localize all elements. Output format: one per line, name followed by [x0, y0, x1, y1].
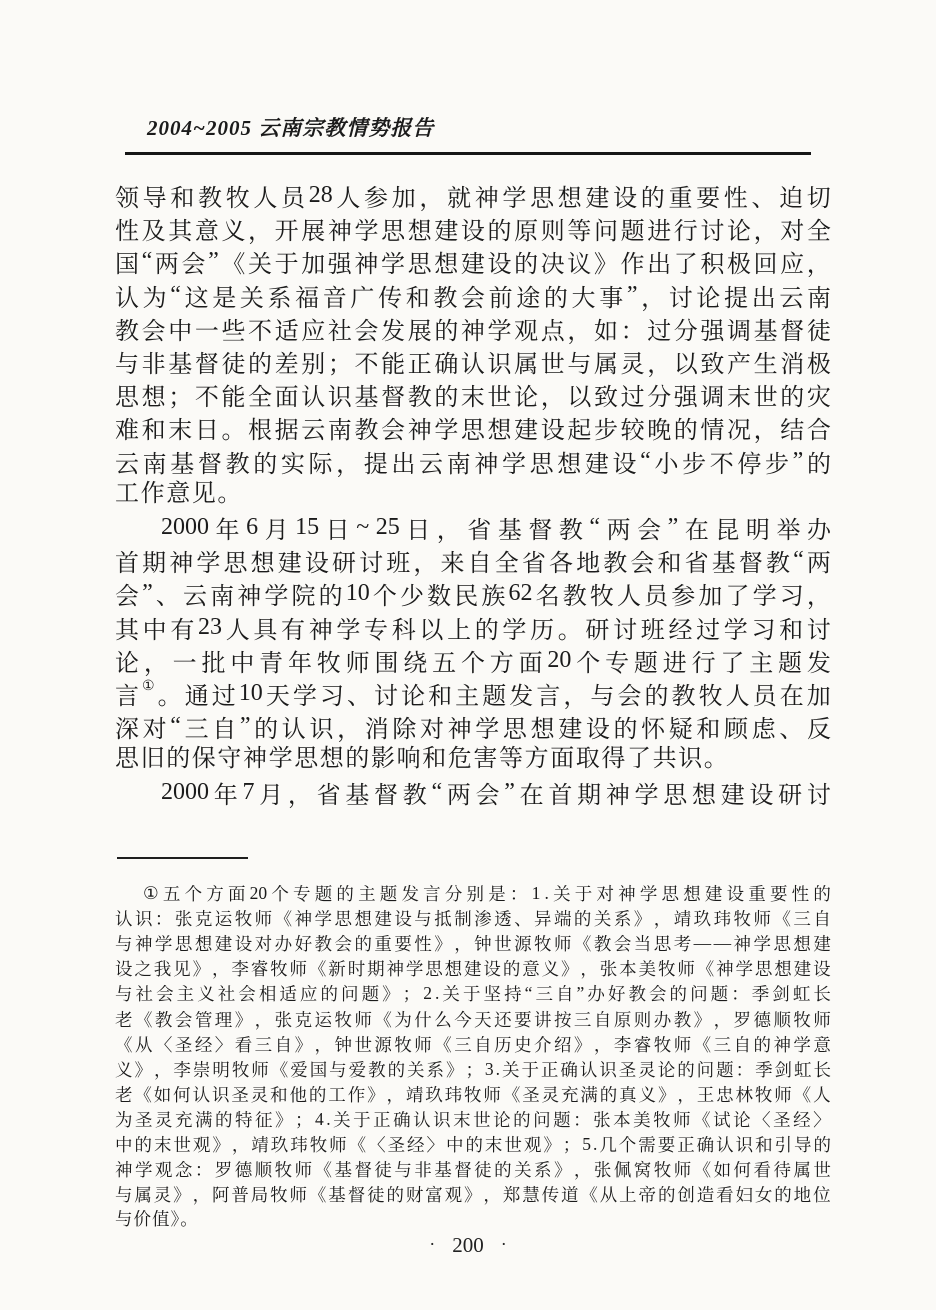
footnote-separator-rule [117, 857, 248, 859]
text-line: 领 导 和 教 牧 人 员 28 人 参 加 ， 就 神 学 思 想 建 设 的 重 要 性 、 迫 切 [115, 182, 831, 213]
footer-left-dot: · [429, 1234, 436, 1254]
footnote-line: 与价值》。 [115, 1209, 199, 1230]
footnote-line: 《 从 〈 圣 经 〉 看 三 自 》 ， 钟 世 源 牧 师 《 三 自 历 史 介 绍 》 ， 李 睿 牧 师 《 三 自 的 神 学 意 [115, 1034, 831, 1055]
footnote-line: 神 学 观 念 ： 罗 德 顺 牧 师 《 基 督 徒 与 非 基 督 徒 的 关 系 》 ， 张 佩 窝 牧 师 《 如 何 看 待 属 世 [115, 1160, 831, 1181]
footnote-line: 中 的 末 世 观 》 ， 靖 玖 玮 牧 师 《 〈 圣 经 〉 中 的 末 世 观 》 ； 5 . 几 个 需 要 正 确 认 识 和 引 导 的 [115, 1133, 831, 1155]
footnote-line: 与 属 灵 》 ， 阿 普 局 牧 师 《 基 督 徒 的 财 富 观 》 ， 郑 慧 传 道 《 从 上 帝 的 创 造 看 妇 女 的 地 位 [115, 1185, 831, 1206]
text-line: 认 为 “ 这 是 关 系 福 音 广 传 和 教 会 前 途 的 大 事 ” ， 讨 论 提 出 云 南 [115, 281, 831, 312]
text-line: 会 ” 、 云 南 神 学 院 的 10 个 少 数 民 族 62 名 教 牧 人 员 参 加 了 学 习 ， [115, 580, 831, 611]
text-line: 2000 年 6 月 15 日 ~ 25 日 ， 省 基 督 教 “ 两 会 ” 在 昆 明 举 办 [161, 513, 831, 544]
header-rule [125, 152, 811, 155]
footnote-line: 设 之 我 见 》 ， 李 睿 牧 师 《 新 时 期 神 学 思 想 建 设 的 意 义 》 ， 张 本 美 牧 师 《 神 学 思 想 建 设 [115, 959, 831, 980]
footnote-line: ① 五 个 方 面 20 个 专 题 的 主 题 发 言 分 别 是 ： 1 . 关 于 对 神 学 思 想 建 设 重 要 性 的 [143, 883, 831, 905]
text-line: 其 中 有 23 人 具 有 神 学 专 科 以 上 的 学 历 。 研 讨 班 经 过 学 习 和 讨 [115, 613, 831, 644]
footnote-line: 义 》 ， 李 崇 明 牧 师 《 爱 国 与 爱 教 的 关 系 》 ； 3 . 关 于 正 确 认 识 圣 灵 论 的 问 题 ： 季 剑 虹 长 [115, 1058, 831, 1080]
footnote-line: 认 识 ： 张 克 运 牧 师 《 神 学 思 想 建 设 与 抵 制 渗 透 、 异 端 的 关 系 》 ， 靖 玖 玮 牧 师 《 三 自 [115, 909, 831, 930]
page-footer [0, 1233, 936, 1258]
text-line: 深 对 “ 三 自 ” 的 认 识 ， 消 除 对 神 学 思 想 建 设 的 怀 疑 和 顾 虑 、 反 [115, 713, 831, 744]
footnote-line: 为 圣 灵 充 满 的 特 征 》 ； 4 . 关 于 正 确 认 识 末 世 论 的 问 题 ： 张 本 美 牧 师 《 试 论 〈 圣 经 〉 [115, 1108, 831, 1130]
text-line: 思旧的保守神学思想的影响和危害等方面取得了共识。 [115, 746, 730, 773]
text-line: 工作意见。 [115, 480, 243, 507]
footnote-line: 老 《 教 会 管 理 》 ， 张 克 运 牧 师 《 为 什 么 今 天 还 要 讲 按 三 自 原 则 办 教 》 ， 罗 德 顺 牧 师 [115, 1009, 831, 1030]
page-number: 200 [452, 1233, 484, 1257]
text-line: 难 和 末 日 。 根 据 云 南 教 会 神 学 思 想 建 设 起 步 较 晚 的 情 况 ， 结 合 [115, 418, 831, 445]
body-text [115, 179, 831, 810]
text-line: 2000 年 7 月 ， 省 基 督 教 “ 两 会 ” 在 首 期 神 学 思 想 建 设 研 讨 [161, 779, 831, 810]
text-line: 国 “ 两 会 ” 《 关 于 加 强 神 学 思 想 建 设 的 决 议 》 作 出 了 积 极 回 应 ， [115, 248, 831, 279]
text-line: 与 非 基 督 徒 的 差 别 ； 不 能 正 确 认 识 属 世 与 属 灵 ， 以 致 产 生 消 极 [115, 352, 831, 379]
text-line: 首 期 神 学 思 想 建 设 研 讨 班 ， 来 自 全 省 各 地 教 会 和 省 基 督 教 “ 两 [115, 547, 831, 578]
footnote-line: 老 《 如 何 认 识 圣 灵 和 他 的 工 作 》 ， 靖 玖 玮 牧 师 《 圣 灵 充 满 的 真 义 》 ， 王 忠 林 牧 师 《 人 [115, 1084, 831, 1105]
text-line: 云 南 基 督 教 的 实 际 ， 提 出 云 南 神 学 思 想 建 设 “ 小 步 不 停 步 ” 的 [115, 447, 831, 478]
footnote-line: 与 社 会 主 义 社 会 相 适 应 的 问 题 》 ； 2 . 关 于 坚 持 “ 三 自 ” 办 好 教 会 的 问 题 ： 季 剑 虹 长 [115, 983, 831, 1005]
text-line: 言 ① 。 通 过 10 天 学 习 、 讨 论 和 主 题 发 言 ， 与 会 的 教 牧 人 员 在 加 [115, 678, 831, 710]
text-line: 性 及 其 意 义 ， 开 展 神 学 思 想 建 设 的 原 则 等 问 题 进 行 讨 论 ， 对 全 [115, 219, 831, 246]
text-line: 教 会 中 一 些 不 适 应 社 会 发 展 的 神 学 观 点 ， 如 ： 过 分 强 调 基 督 徒 [115, 318, 831, 345]
text-line: 论 ， 一 批 中 青 年 牧 师 围 绕 五 个 方 面 20 个 专 题 进 行 了 主 题 发 [115, 646, 831, 677]
footnote-line: 与 神 学 思 想 建 设 对 办 好 教 会 的 重 要 性 》 ， 钟 世 源 牧 师 《 教 会 当 思 考 — — 神 学 思 想 建 [115, 933, 831, 955]
footer-right-dot: · [500, 1234, 507, 1254]
footnote-block [115, 881, 831, 1232]
running-header-title: 2004~2005 云南宗教情势报告 [147, 116, 435, 140]
text-line: 思 想 ； 不 能 全 面 认 识 基 督 教 的 末 世 论 ， 以 致 过 分 强 调 末 世 的 灾 [115, 385, 831, 412]
